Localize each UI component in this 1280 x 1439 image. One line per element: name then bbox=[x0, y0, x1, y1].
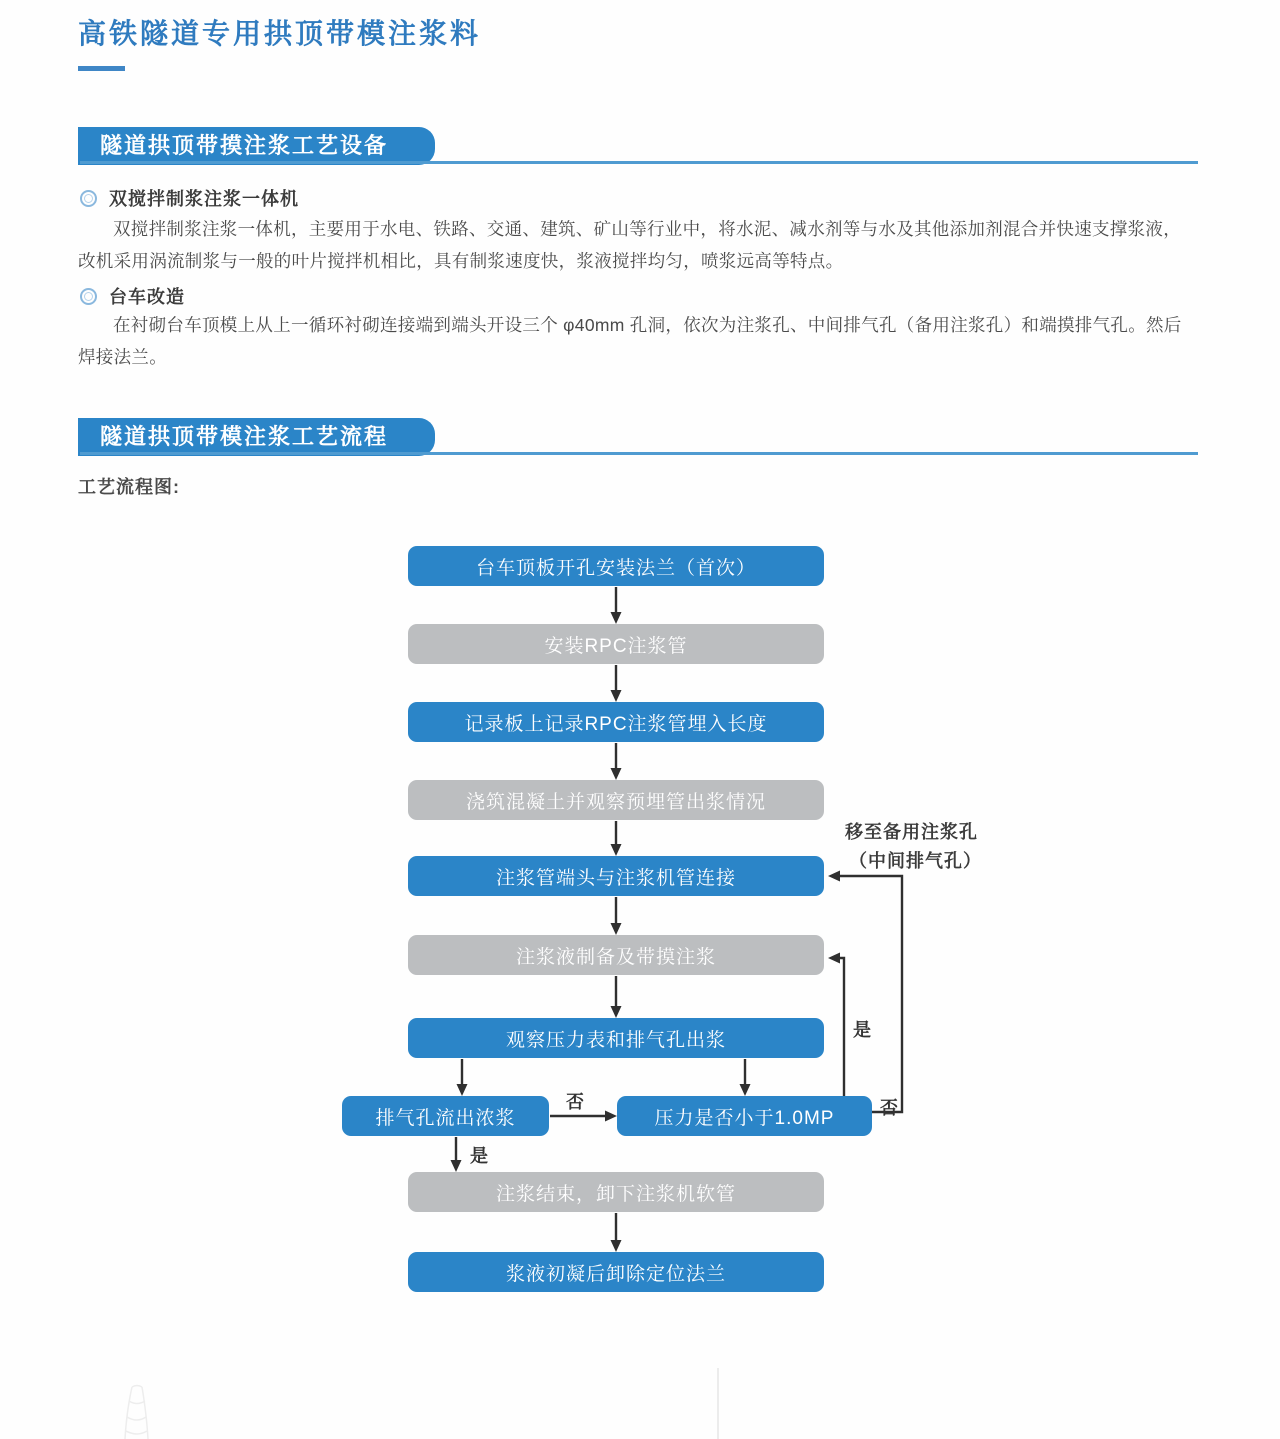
flow-node-remove-flange: 浆液初凝后卸除定位法兰 bbox=[408, 1252, 824, 1292]
watermark-tower bbox=[112, 1383, 168, 1439]
edge-label-yes-loop: 是 bbox=[853, 1020, 871, 1040]
edge-label-no-loop: 否 bbox=[880, 1098, 898, 1118]
loop-note-line2: （中间排气孔） bbox=[849, 851, 982, 871]
ring-bullet-icon bbox=[80, 288, 97, 305]
bullet-heading: 台车改造 bbox=[109, 287, 185, 307]
flow-node-install-flange: 台车顶板开孔安装法兰（首次） bbox=[408, 546, 824, 586]
page-title: 高铁隧道专用拱顶带模注浆料 bbox=[78, 18, 482, 49]
flow-node-install-rpc-pipe: 安装RPC注浆管 bbox=[408, 624, 824, 664]
section-header-equipment: 隧道拱顶带摸注浆工艺设备 bbox=[78, 127, 435, 165]
paragraph-trolley: 在衬砌台车顶模上从上一循环衬砌连接端到端头开设三个 φ40mm 孔洞，依次为注浆孔、中间排气孔（备用注浆孔）和端摸排气孔。然后焊接法兰。 bbox=[78, 315, 1182, 367]
flow-node-record-length: 记录板上记录RPC注浆管埋入长度 bbox=[408, 702, 824, 742]
bullet-item-mixer bbox=[80, 185, 299, 211]
title-underline bbox=[78, 66, 125, 71]
flow-node-finish-grouting: 注浆结束，卸下注浆机软管 bbox=[408, 1172, 824, 1212]
section-rule bbox=[80, 452, 1198, 455]
flow-node-vent-thick-grout: 排气孔流出浓浆 bbox=[342, 1096, 549, 1136]
edge-label-yes: 是 bbox=[470, 1146, 488, 1166]
paragraph-mixer: 双搅拌制浆注浆一体机，主要用于水电、铁路、交通、建筑、矿山等行业中，将水泥、减水剂等与水及其他添加剂混合并快速支撑浆液，改机采用涡流制浆与一般的叶片搅拌机相比，具有制浆速度快，浆液搅拌均匀，喷浆远高等特点。 bbox=[78, 219, 1181, 271]
section-header-process: 隧道拱顶带模注浆工艺流程 bbox=[78, 418, 435, 456]
bullet-heading: 双搅拌制浆注浆一体机 bbox=[109, 189, 299, 209]
flow-node-connect-machine: 注浆管端头与注浆机管连接 bbox=[408, 856, 824, 896]
flow-node-prepare-grout: 注浆液制备及带摸注浆 bbox=[408, 935, 824, 975]
flow-node-observe-pressure: 观察压力表和排气孔出浆 bbox=[408, 1018, 824, 1058]
watermark-line bbox=[717, 1368, 719, 1439]
diagram-caption: 工艺流程图: bbox=[78, 477, 180, 497]
section-rule bbox=[80, 161, 1198, 164]
flow-node-pressure-check: 压力是否小于1.0MP bbox=[617, 1096, 872, 1136]
flow-node-pour-concrete: 浇筑混凝土并观察预埋管出浆情况 bbox=[408, 780, 824, 820]
bullet-item-trolley bbox=[80, 283, 185, 309]
loop-note-line1: 移至备用注浆孔 bbox=[845, 822, 978, 842]
edge-label-no: 否 bbox=[566, 1092, 584, 1112]
ring-bullet-icon bbox=[80, 190, 97, 207]
